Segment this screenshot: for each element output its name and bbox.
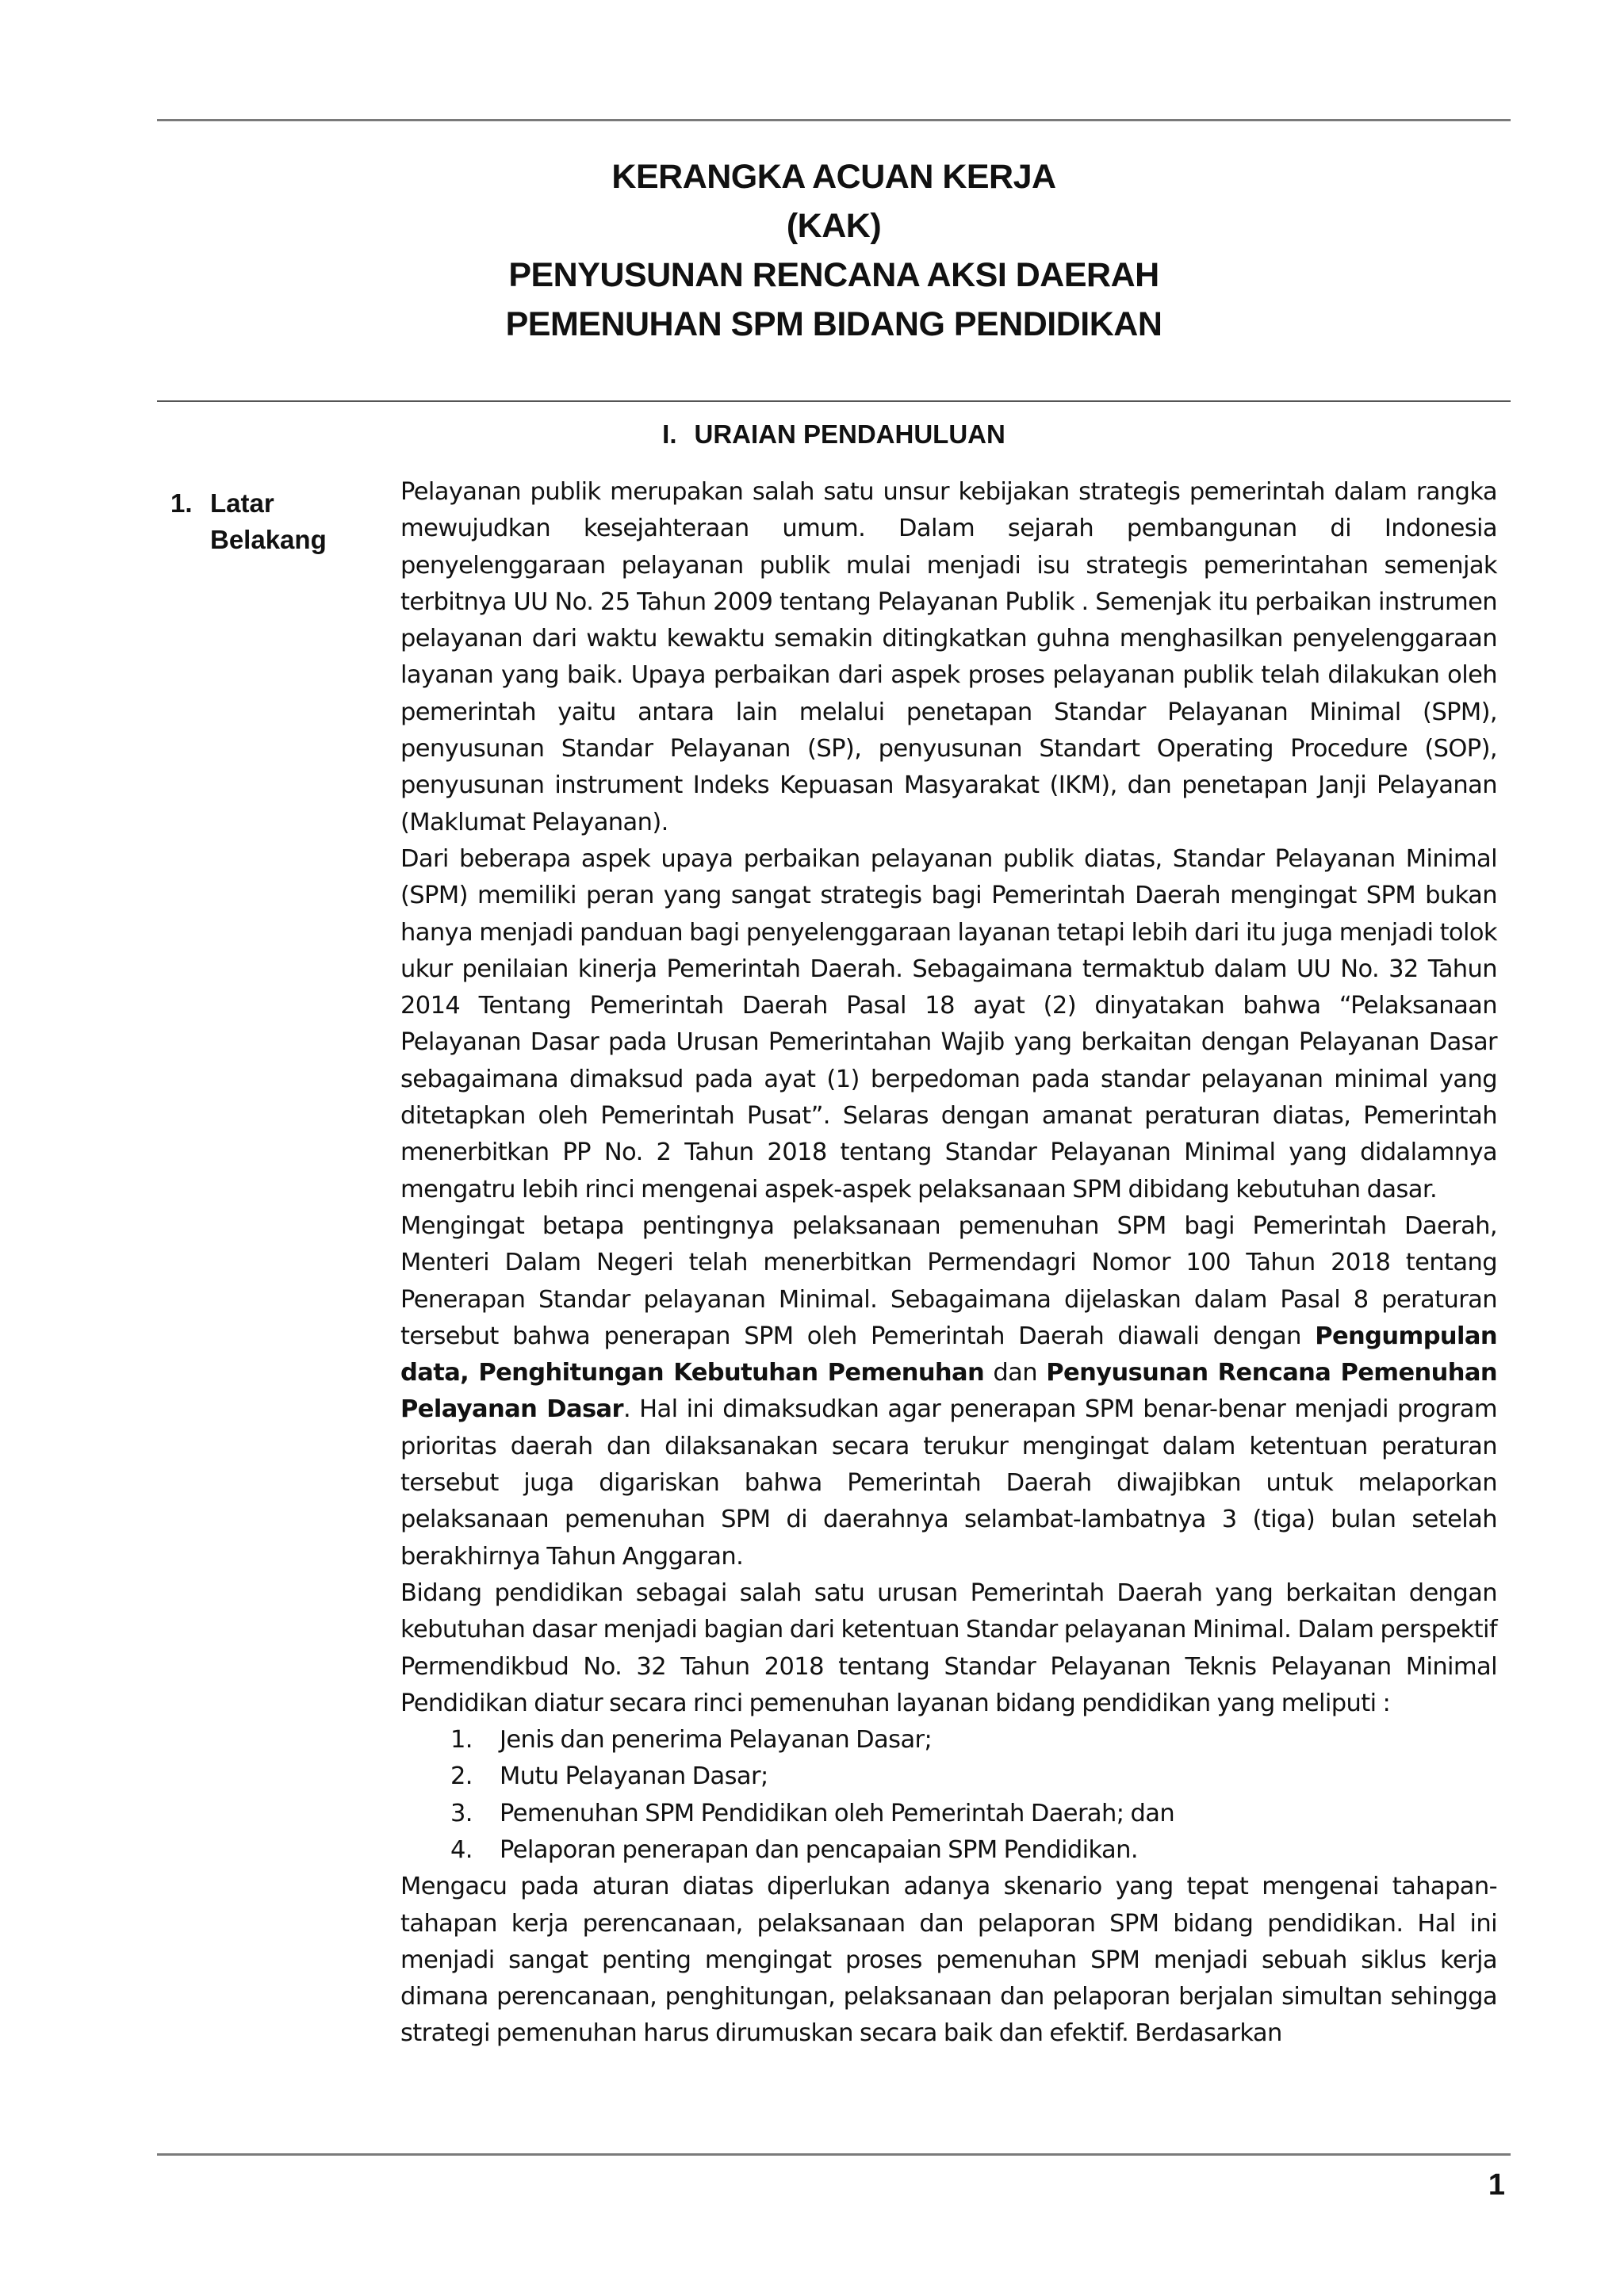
paragraph-5: Mengacu pada aturan diatas diperlukan adanya skenario yang tepat mengenai tahapan-tahapan kerja perencanaan, pelaksanaan dan pelaporan SPM bidang pendidikan. Hal ini menjadi sangat penting mengingat proses pemenuhan SPM menjadi sebuah siklus kerja dimana perencanaan, penghitungan, pelaksanaan dan pelaporan berjalan simultan sehingga strategi pemenuhan harus dirumuskan secara baik dan efektif. Berdasarkan [400,1873,1497,2048]
paragraph-1: Pelayanan publik merupakan salah satu unsur kebijakan strategis pemerintah dalam rangka mewujudkan kesejahteraan umum. Dalam sejarah pembangunan di Indonesia penyelenggaraan pelayanan publik mulai menjadi isu strategis pemerintahan semenjak terbitnya UU No. 25 Tahun 2009 tentang Pelayanan Publik . Semenjak itu perbaikan instrumen pelayanan dari waktu kewaktu semakin ditingkatkan guhna menghasilkan penyelenggaraan layanan yang baik. Upaya perbaikan dari aspek proses pelayanan publik telah dilakukan oleh pemerintah yaitu antara lain melalui penetapan Standar Pelayanan Minimal (SPM), penyusunan Standar Pelayanan (SP), penyusunan Standart Operating Procedure (SOP), penyusunan instrument Indeks Kepuasan Masyarakat (IKM), dan penetapan Janji Pelayanan (Maklumat Pelayanan). [400,478,1497,836]
subsection-label-line-2: Belakang [210,525,327,554]
page-number: 1 [1488,2168,1505,2202]
document-title [157,152,1511,349]
paragraph-3-bold-a: Pengumpulan data, Penghitungan Kebutuhan Pemenuhan [400,1322,1497,1387]
header-rule [157,119,1511,121]
subsection-number: 1. [170,488,193,518]
list-item-number: 2. [450,1762,473,1791]
list-item-number: 1. [450,1726,473,1755]
requirements-list [400,1722,1497,1869]
paragraph-2: Dari beberapa aspek upaya perbaikan pelayanan publik diatas, Standar Pelayanan Minimal (SPM) memiliki peran yang sangat strategis bagi Pemerintah Daerah mengingat SPM bukan hanya menjadi panduan bagi penyelenggaraan layanan tetapi lebih dari itu juga menjadi tolok ukur penilaian kinerja Pemerintah Daerah. Sebagaimana termaktub dalam UU No. 32 Tahun 2014 Tentang Pemerintah Daerah Pasal 18 ayat (2) dinyatakan bahwa “Pelaksanaan Pelayanan Dasar pada Urusan Pemerintahan Wajib yang berkaitan dengan Pelayanan Dasar sebagaimana dimaksud pada ayat (1) berpedoman pada standar pelayanan minimal yang ditetapkan oleh Pemerintah Pusat”. Selaras dengan amanat peraturan diatas, Pemerintah menerbitkan PP No. 2 Tahun 2018 tentang Standar Pelayanan Minimal yang didalamnya mengatru lebih rinci mengenai aspek-aspek pelaksanaan SPM dibidang kebutuhan dasar. [400,844,1497,1203]
paragraph-3-text-c: . Hal ini dimaksudkan agar penerapan SPM benar-benar menjadi program prioritas daerah dan dilaksanakan secara terukur mengingat dalam ketentuan peraturan tersebut juga digariskan bahwa Pemerintah Daerah diwajibkan untuk melaporkan pelaksanaan pemenuhan SPM di daerahnya selambat-lambatnya 3 (tiga) bulan setelah berakhirnya Tahun Anggaran. [400,1395,1497,1571]
title-line-1: KERANGKA ACUAN KERJA [611,158,1056,196]
section-rule [157,400,1511,402]
paragraph-3-text-a: Mengingat betapa pentingnya pelaksanaan pemenuhan SPM bagi Pemerintah Daerah, Menteri Dalam Negeri telah menerbitkan Permendagri Nomor 100 Tahun 2018 tentang Penerapan Standar pelayanan Minimal. Sebagaimana dijelaskan dalam Pasal 8 peraturan tersebut bahwa penerapan SPM oleh Pemerintah Daerah diawali dengan [400,1211,1497,1350]
section-heading [157,419,1511,450]
paragraph-3-bold-b: Penyusunan Rencana Pemenuhan Pelayanan Dasar [400,1359,1497,1424]
list-item-number: 4. [450,1835,473,1864]
list-item-text: Pelaporan penerapan dan pencapaian SPM Pendidikan. [500,1835,1138,1864]
subsection-label-line-1: Latar [210,488,274,518]
list-item-text: Pemenuhan SPM Pendidikan oleh Pemerintah Daerah; dan [500,1799,1175,1827]
body-content [400,474,1497,2053]
list-item [400,1758,1497,1795]
paragraph-3 [400,1208,1497,1575]
title-line-2: (KAK) [786,207,882,245]
section-title: URAIAN PENDAHULUAN [694,419,1005,449]
section-number: I. [662,419,677,449]
list-item [400,1796,1497,1832]
list-item-text: Jenis dan penerima Pelayanan Dasar; [500,1726,933,1755]
footer-rule [157,2153,1511,2156]
title-line-4: PEMENUHAN SPM BIDANG PENDIDIKAN [505,305,1162,343]
title-line-3: PENYUSUNAN RENCANA AKSI DAERAH [508,256,1159,294]
paragraph-4: Bidang pendidikan sebagai salah satu urusan Pemerintah Daerah yang berkaitan dengan kebutuhan dasar menjadi bagian dari ketentuan Standar pelayanan Minimal. Dalam perspektif Permendikbud No. 32 Tahun 2018 tentang Standar Pelayanan Teknis Pelayanan Minimal Pendidikan diatur secara rinci pemenuhan layanan bidang pendidikan yang meliputi : [400,1578,1497,1717]
list-item-text: Mutu Pelayanan Dasar; [500,1762,768,1791]
paragraph-3-text-b: dan [984,1359,1047,1387]
list-item-number: 3. [450,1799,473,1827]
list-item [400,1832,1497,1869]
list-item [400,1722,1497,1758]
subsection-label [170,485,377,558]
